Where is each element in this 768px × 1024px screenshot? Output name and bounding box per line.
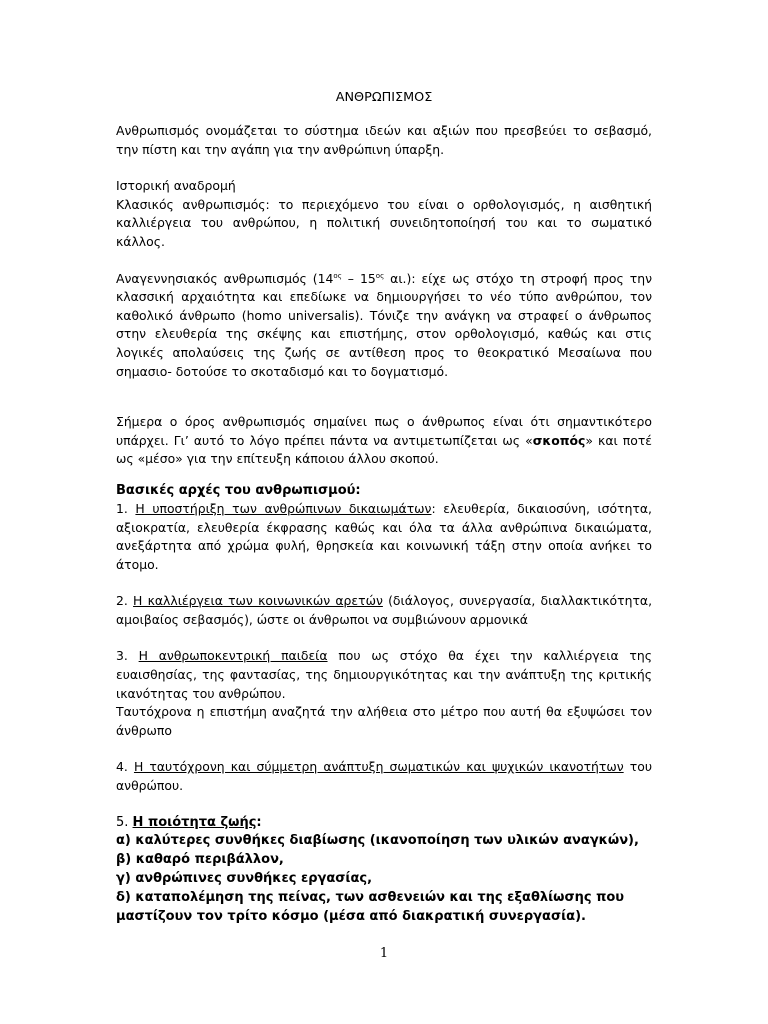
principle-5-d: δ) καταπολέμηση της πείνας, των ασθενειών και της εξαθλίωσης που μαστίζουν τον τρίτο κόσμο (μέσα από διακρατική συνεργασία). <box>116 889 625 924</box>
principle-5-b: β) καθαρό περιβάλλον, <box>116 852 284 868</box>
document-title: ΑΝΘΡΩΠΙΣΜΟΣ <box>335 90 433 105</box>
document-body <box>116 89 652 926</box>
principle-5-block <box>116 814 652 927</box>
principle-5-title: Η ποιότητα ζωής <box>132 814 257 830</box>
today-text-2: » και ποτέ ως «μέσο» για την επίτευξη κάποιου άλλου σκοπού. <box>116 432 652 467</box>
today-paragraph <box>116 413 652 469</box>
principle-4-number: 4. <box>116 759 134 775</box>
principle-4-text: του ανθρώπου. <box>116 759 652 794</box>
today-bold-word: σκοπός <box>532 432 586 448</box>
superscript-os-1: ος <box>333 271 342 280</box>
page-number: 1 <box>379 946 389 961</box>
principle-1-number: 1. <box>116 500 136 516</box>
principle-3-text: που ως στόχο θα έχει την καλλιέργεια της ευαισθησίας, της φαντασίας, της δημιουργικότητας και την ανάπτυξη της κριτικής ικανότητας του ανθρώπου. <box>116 648 653 701</box>
principles-heading: Βασικές αρχές του ανθρωπισμού: <box>116 482 361 498</box>
principle-1-title: Η υποστήριξη των ανθρώπινων δικαιωμάτων <box>135 500 432 516</box>
principle-5-number: 5. <box>116 814 133 830</box>
renaissance-text-3: αι.): είχε ως στόχο τη στροφή προς την κλασσική αρχαιότητα και επεδίωκε να δημιουργήσει το νέο τύπο ανθρώπου, τον καθολικό άνθρωπο (homo universalis). Τόνιζε την ανάγκη να στραφεί ο άνθρωπος στην ελευθερία της σκέψης και επιστήμης, στον ορθολογισμό, καθώς και στις λογικές απολαύσεις της ζωής σε αντίθεση προς το θεοκρατικό Μεσαίωνα που σημασιο- δοτούσε το σκοταδισμό και το δογματισμό. <box>116 270 652 379</box>
principle-3-number: 3. <box>116 648 139 664</box>
principle-4 <box>116 758 652 795</box>
principle-5 <box>116 814 652 833</box>
classical-paragraph: Κλασικός ανθρωπισμός: το περιεχόμενο του είναι ο ορθολογισμός, η αισθητική καλλιέργεια του ανθρώπου, η πολιτική συνειδητοποίησή του και το σωματικό κάλλος. <box>116 196 652 249</box>
definition-paragraph: Ανθρωπισμός ονομάζεται το σύστημα ιδεών και αξιών που πρεσβεύει το σεβασμό, την πίστη και την αγάπη για την ανθρώπινη ύπαρξη. <box>116 123 652 157</box>
renaissance-text-2: – 15 <box>341 270 376 286</box>
superscript-os-2: ος <box>375 271 385 280</box>
principle-5-c: γ) ανθρώπινες συνθήκες εργασίας, <box>116 871 373 887</box>
today-text-1: Σήμερα ο όρος ανθρωπισμός σημαίνει πως ο άνθρωπος είναι ότι σημαντικότερο υπάρχει. Γι’ αυτό το λόγο πρέπει πάντα να αντιμετωπίζεται ως « <box>116 414 652 448</box>
principle-2 <box>116 592 652 629</box>
principle-4-title: Η ταυτόχρονη και σύμμετρη ανάπτυξη σωματικών και ψυχικών ικανοτήτων <box>133 759 624 775</box>
renaissance-text-1: Αναγεννησιακός ανθρωπισμός (14 <box>116 270 334 286</box>
principle-2-text: (διάλογος, συνεργασία, διαλλακτικότητα, αμοιβαίος σεβασμός), ώστε οι άνθρωποι να συμβιώνουν αρμονικά <box>116 593 653 627</box>
principle-1-text: : ελευθερία, δικαιοσύνη, ισότητα, αξιοκρατία, ελευθερία έκφρασης καθώς και όλα τα άλλα ανθρώπινα δικαιώματα, ανεξάρτητα από χρώμα φυλή, θρησκεία και κοινωνική τάξη στην οποία ανήκει το άτομο. <box>116 500 652 572</box>
principle-3-extra: Ταυτόχρονα η επιστήμη αναζητά την αλήθεια στο μέτρο που αυτή θα εξυψώσει τον άνθρωπο <box>116 704 652 738</box>
renaissance-paragraph <box>116 270 652 382</box>
principle-3-title: Η ανθρωποκεντρική παιδεία <box>138 648 328 664</box>
principle-2-title: Η καλλιέργεια των κοινωνικών αρετών <box>133 593 383 609</box>
principle-3 <box>116 647 652 703</box>
principle-5-colon: : <box>256 814 262 830</box>
principle-5-a: α) καλύτερες συνθήκες διαβίωσης (ικανοποίηση των υλικών αναγκών), <box>116 833 639 849</box>
history-heading: Ιστορική αναδρομή <box>116 178 236 194</box>
principle-1 <box>116 500 652 574</box>
principle-2-number: 2. <box>116 593 134 609</box>
